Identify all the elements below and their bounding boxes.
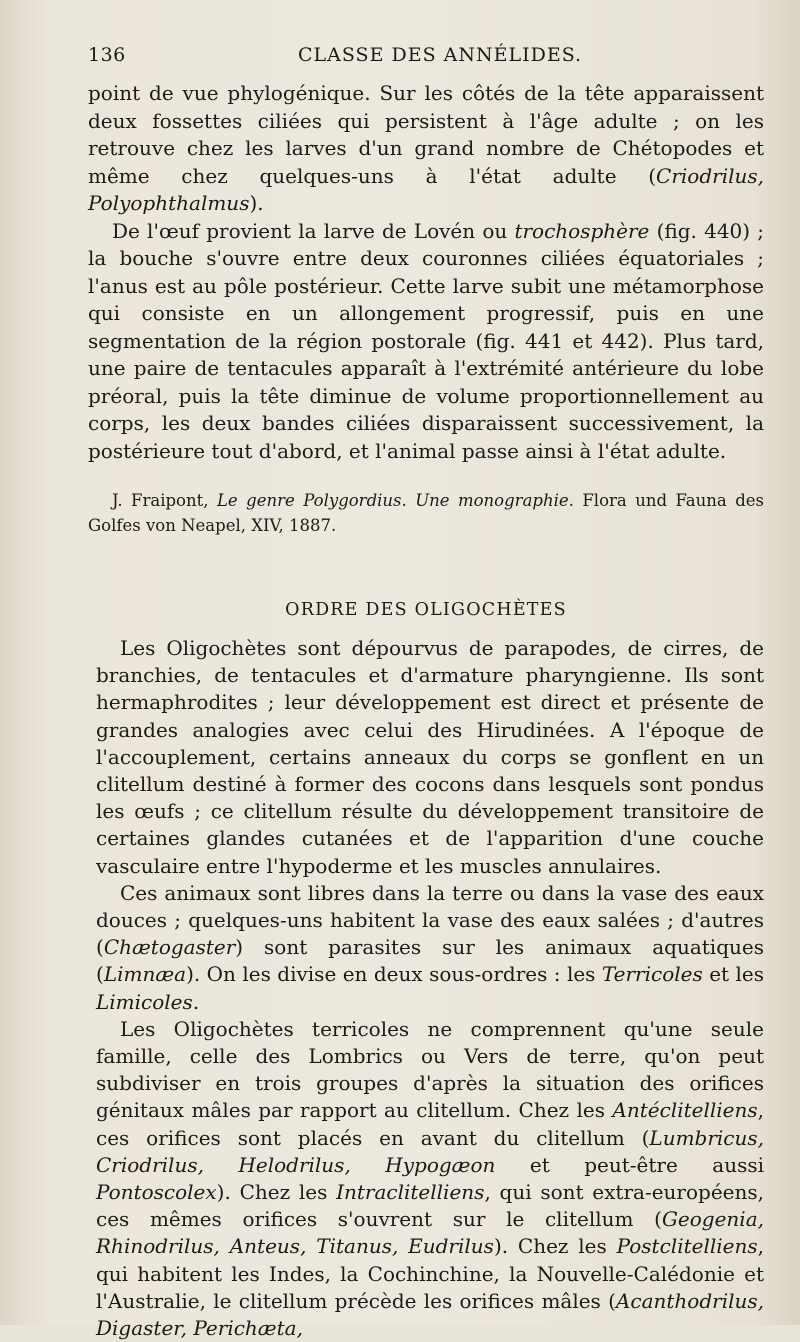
paragraph-phylogeny: point de vue phylogénique. Sur les côtés de la tête apparaissent deux fossettes ciliées qui persistent à l'âge adulte ; on les retrouve chez les larves d'un grand nombre de Chétopodes et même chez quelques-uns à l'état adulte (Criodrilus, Polyophthalmus). (88, 81, 764, 215)
section-title: ORDRE DES OLIGOCHÈTES (285, 600, 567, 620)
paragraph-loven-larva: De l'œuf provient la larve de Lovén ou trochosphère (fig. 440) ; la bouche s'ouvre entre deux couronnes ciliées équatoriales ; l'anus est au pôle postérieur. Cette larve subit une métamorphose qui consiste en un allongement progressif, puis en une segmentation de la région postorale (fig. 441 et 442). Plus tard, une paire de tentacules apparaît à l'extrémité antérieure du lobe préoral, puis la tête diminue de volume proportionnellement au corps, les deux bandes ciliées disparaissent successivement, la postérieure tout d'abord, et l'animal passe ainsi à l'état adulte. (88, 218, 764, 463)
section-body (88, 635, 764, 1342)
paragraph-oligochetes-description: Les Oligochètes sont dépourvus de parapodes, de cirres, de branchies, de tentacules et d'armature pharyngienne. Ils sont hermaphrodites ; leur développement est direct et présente de grandes analogies avec celui des Hirudinées. A l'époque de l'accouplement, certains anneaux du corps se gonflent en un clitellum destiné à former des cocons dans lesquels sont pondus les œufs ; ce clitellum résulte du développement transitoire de certaines glandes cutanées et de l'apparition d'une couche vasculaire entre l'hypoderme et les muscles annulaires. (96, 636, 764, 878)
bibliography-reference: J. Fraipont, Le genre Polygordius. Une monographie. Flora und Fauna des Golfes von Neapel, XIV, 1887. (88, 491, 764, 535)
paragraph-terricoles: Les Oligochètes terricoles ne comprennent qu'une seule famille, celle des Lombrics ou Vers de terre, qu'on peut subdiviser en trois groupes d'après la situation des orifices génitaux mâles par rapport au clitellum. Chez les Antéclitelliens, ces orifices sont placés en avant du clitellum (Lumbricus, Criodrilus, Helodrilus, Hypogæon et peut-être aussi Pontoscolex). Chez les Intraclitelliens, qui sont extra-européens, ces mêmes orifices s'ouvrent sur le clitellum (Geogenia, Rhinodrilus, Anteus, Titanus, Eudrilus). Chez les Postclitelliens, qui habitent les Indes, la Cochinchine, la Nouvelle-Calédonie et l'Australie, le clitellum précède les orifices mâles (Acanthodrilus, Digaster, Perichæta, (96, 1016, 764, 1341)
running-title: CLASSE DES ANNÉLIDES. (298, 44, 583, 66)
page-number: 136 (88, 44, 126, 66)
page-header (88, 44, 764, 78)
paragraph-oligochetes-habitat: Ces animaux sont libres dans la terre ou dans la vase des eaux douces ; quelques-uns habitent la vase des eaux salées ; d'autres (Chætogaster) sont parasites sur les animaux aquatiques (Limnæa). On les divise en deux sous-ordres : les Terricoles et les Limicoles. (96, 880, 764, 1014)
